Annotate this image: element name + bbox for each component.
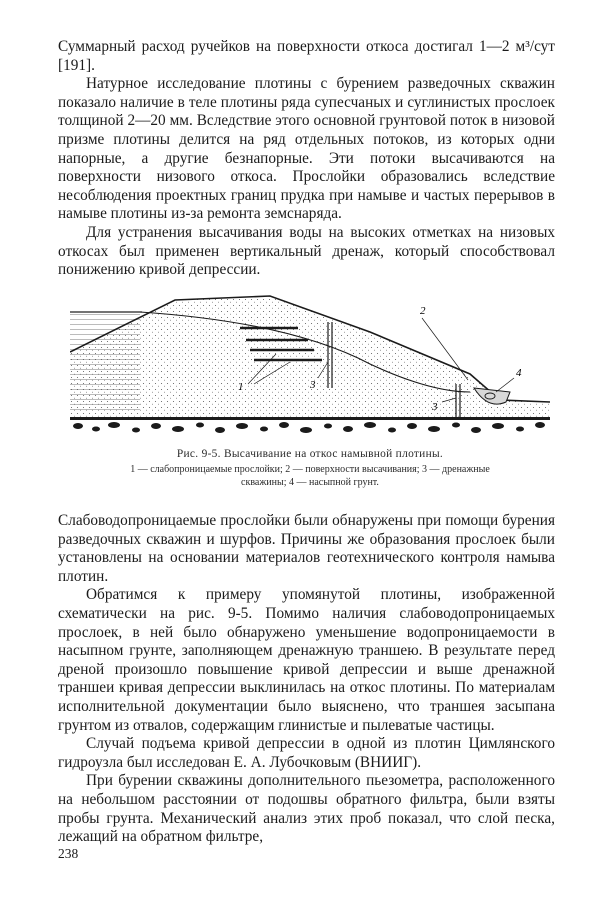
paragraph-2: Натурное исследование плотины с бурением разведочных скважин показало наличие в теле плотины ряда супесчаных и суглинистых прослоек толщиной 2—20 мм. Вследствие этого основной грунтовой поток в низовой призме плотины делится на ряд отдельных потоков, из которых одни напорные, а другие безнапорные. Эти потоки высачиваются на поверхности низового откоса. Прослойки образовались вследствие несоблюдения проектных границ прудка при намыве и частых перерывов в намыве плотины из-за ремонта земснаряда. bbox=[58, 75, 555, 223]
paragraph-1: Суммарный расход ручейков на поверхности откоса достигал 1—2 м³/сут [191]. bbox=[58, 38, 555, 74]
figure-legend-line-2: скважины; 4 — насыпной грунт. bbox=[241, 476, 379, 488]
label-2: 2 bbox=[420, 305, 426, 317]
label-3-upper: 3 bbox=[310, 379, 316, 391]
paragraph-5: Обратимся к примеру упомянутой плотины, изображенной схематически на рис. 9-5. Помимо наличия слабоводопроницаемых прослоек, в ней было обнаружено уменьшение водопроницаемости в насыпном грунте, заполняющем дренажную траншею. В результате перед дреной произошло повышение кривой депрессии и выше дренажной траншеи кривая депрессии выклинилась на откос плотины. По материалам исполнительной документации было выяснено, что траншея засыпана грунтом из отвалов, содержащим глинистые и пылеватые частицы. bbox=[58, 586, 555, 734]
label-1: 1 bbox=[238, 381, 244, 393]
page-number: 238 bbox=[58, 846, 79, 861]
paragraph-6: Случай подъема кривой депрессии в одной из плотин Цимлянского гидроузла был исследован Е. А. Лубочковым (ВНИИГ). bbox=[58, 735, 555, 771]
text-block-top bbox=[58, 38, 555, 280]
label-3-lower: 3 bbox=[432, 401, 438, 413]
foundation-ground bbox=[70, 417, 550, 433]
paragraph-4: Слабоводопроницаемые прослойки были обнаружены при помощи бурения разведочных скважин и шурфов. Причины же образования прослоек были установлены на основании материалов геотехнического контроля намыва плотин. bbox=[58, 512, 555, 585]
figure-caption-title: Рис. 9-5. Высачивание на откос намывной плотины. bbox=[176, 448, 444, 460]
text-block-bottom bbox=[58, 512, 555, 847]
paragraph-3: Для устранения высачивания воды на высоких отметках на низовых откосах был применен вертикальный дренаж, который способствовал понижению кривой депрессии. bbox=[58, 223, 555, 279]
paragraph-7: При бурении скважины дополнительного пьезометра, расположенного на небольшом расстоянии от подошвы обратного фильтра, были взяты пробы грунта. Механический анализ этих проб показал, что слой песка, лежащий на обратном фильтре, bbox=[58, 772, 555, 846]
figure-caption-legend bbox=[70, 464, 550, 489]
label-4: 4 bbox=[516, 367, 522, 379]
dam-cross-section-figure bbox=[70, 292, 550, 442]
dam-body bbox=[70, 296, 550, 417]
figure-legend-line-1: 1 — слабопроницаемые прослойки; 2 — поверхности высачивания; 3 — дренажные bbox=[130, 464, 490, 475]
